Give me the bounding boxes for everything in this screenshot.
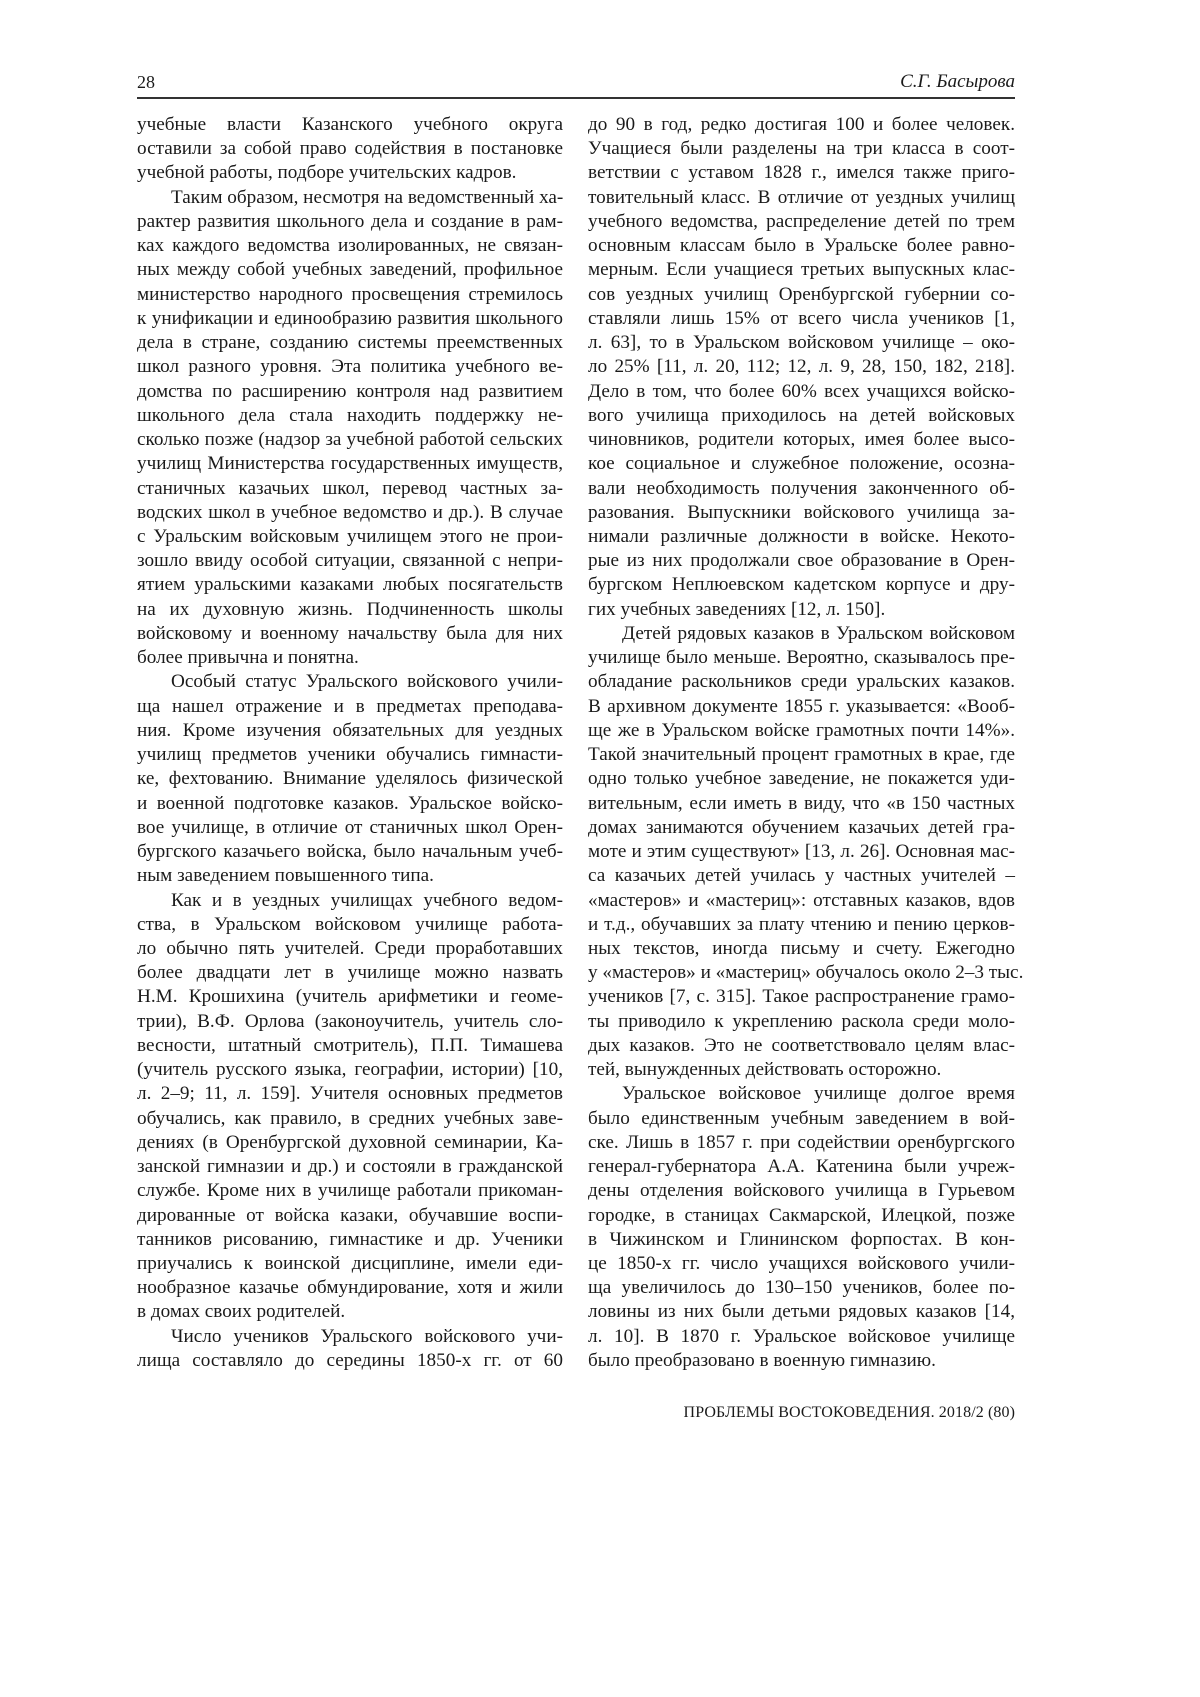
text-line: приучались к воинской дисциплине, имели еди- [137, 1253, 563, 1275]
paragraph [588, 113, 1015, 622]
text-line: л. 63], то в Уральском войсковом училище – око- [588, 332, 1015, 354]
paragraph [137, 889, 563, 1325]
text-line: школьного дела стала находить поддержку не- [137, 404, 563, 426]
text-column-right [588, 113, 1024, 1373]
text-line: и военной подготовке казаков. Уральское войско- [137, 792, 563, 814]
text-line: ловины из них были детьми рядовых казаков [14, [588, 1301, 1015, 1323]
text-line: ках каждого ведомства изолированных, не связан- [137, 235, 563, 257]
text-line: гих учебных заведениях [12, л. 150]. [588, 598, 886, 620]
paragraph [137, 1325, 563, 1373]
text-line: ще же в Уральском войске грамотных почти 14%». [588, 719, 1015, 741]
text-line: станичных казачьих школ, перевод частных за- [137, 477, 563, 499]
text-line: училищ Министерства государственных имуществ, [137, 453, 563, 475]
text-line: было преобразовано в военную гимназию. [588, 1349, 936, 1371]
text-line: основным классам было в Уральске более равно- [588, 235, 1015, 257]
running-header-author: С.Г. Басырова [900, 71, 1015, 92]
text-line: лища составляло до середины 1850-х гг. от 60 [137, 1349, 563, 1371]
text-line: вое училище, в отличие от станичных школ Орен- [137, 816, 563, 838]
text-line: ща нашел отражение и в предметах преподава- [137, 695, 563, 717]
text-line: ства, в Уральском войсковом училище работа- [137, 913, 563, 935]
text-line: Число учеников Уральского войскового учи- [171, 1325, 563, 1347]
text-line: Как и в уездных училищах учебного ведом- [171, 889, 563, 911]
text-line: ятием уральскими казаками любых посягательств [137, 574, 563, 596]
text-line: трии), В.Ф. Орлова (законоучитель, учитель сло- [137, 1010, 563, 1032]
text-line: вали необходимость получения законченного об- [588, 477, 1015, 499]
text-line: более привычна и понятна. [137, 647, 359, 669]
text-line: оставили за собой право содействия в постановке [137, 138, 563, 160]
text-line: вительным, если иметь в виду, что «в 150 частных [588, 792, 1015, 814]
text-line: училище было меньше. Вероятно, сказывалось пре- [588, 647, 1015, 669]
text-line: Дело в том, что более 60% всех учащихся войско- [588, 380, 1015, 402]
text-line: ных текстов, иногда письму и счету. Ежегодно [588, 937, 1015, 959]
text-line: дела в стране, созданию системы преемственных [137, 332, 563, 354]
text-line: ке, фехтованию. Внимание уделялось физической [137, 768, 563, 790]
text-line: к унификации и единообразию развития школьного [137, 307, 563, 329]
text-line: са казачьих детей училась у частных учителей – [588, 865, 1015, 887]
text-line: ветствии с уставом 1828 г., имелся также приго- [588, 162, 1015, 184]
text-line: «мастеров» и «мастериц»: отставных казаков, вдов [588, 889, 1015, 911]
text-line: более двадцати лет в училище можно назвать [137, 962, 563, 984]
text-line: вого училища приходилось на детей войсковых [588, 404, 1015, 426]
text-line: домах занимаются обучением казачьих детей гра- [588, 816, 1015, 838]
paragraph [137, 186, 563, 671]
text-column-left [137, 113, 563, 1373]
text-line: разования. Выпускники войскового училища за- [588, 501, 1015, 523]
text-line: Особый статус Уральского войскового учили- [171, 671, 563, 693]
text-line: мерным. Если учащиеся третьих выпускных клас- [588, 259, 1015, 281]
text-line: дены отделения войскового училища в Гурьевом [588, 1180, 1015, 1202]
text-line: учебные власти Казанского учебного округа [137, 114, 563, 135]
text-line: рактер развития школьного дела и создание в рам- [137, 210, 563, 232]
text-line: занской гимназии и др.) и состояли в гражданской [137, 1156, 563, 1178]
text-line: городке, в станицах Сакмарской, Илецкой, позже [588, 1204, 1015, 1226]
text-line: до 90 в год, редко достигая 100 и более человек. [588, 114, 1015, 135]
text-line: обладание раскольников среди уральских казаков. [588, 671, 1015, 693]
text-line: Такой значительный процент грамотных в крае, где [588, 744, 1015, 766]
paragraph [137, 670, 563, 888]
text-line: рые из них продолжали свое образование в Орен- [588, 550, 1015, 572]
text-line: у «мастеров» и «мастериц» обучалось около 2–3 тыс. [588, 962, 1024, 984]
text-line: сколько позже (надзор за учебной работой сельских [137, 429, 563, 451]
text-line: учебного ведомства, распределение детей по трем [588, 210, 1015, 232]
text-line: на их духовную жизнь. Подчиненность школы [137, 598, 563, 620]
text-line: чиновников, родители которых, имея более высо- [588, 429, 1015, 451]
paragraph [588, 622, 1024, 1082]
journal-footer: ПРОБЛЕМЫ ВОСТОКОВЕДЕНИЯ. 2018/2 (80) [683, 1404, 1015, 1421]
text-line: сов уездных училищ Оренбургской губернии со- [588, 283, 1015, 305]
text-line: службе. Кроме них в училище работали прикоман- [137, 1180, 563, 1202]
text-line: училищ предметов ученики обучались гимнасти- [137, 744, 563, 766]
text-line: ных между собой учебных заведений, профильное [137, 259, 563, 281]
text-line: дых казаков. Это не соответствовало целям влас- [588, 1034, 1015, 1056]
text-line: Учащиеся были разделены на три класса в соот- [588, 138, 1015, 160]
text-line: генерал-губернатора А.А. Катенина были учреж- [588, 1156, 1015, 1178]
text-line: с Уральским войсковым училищем этого не прои- [137, 525, 563, 547]
text-line: дированные от войска казаки, обучавшие воспи- [137, 1204, 563, 1226]
text-line: л. 10]. В 1870 г. Уральское войсковое училище [588, 1325, 1015, 1347]
text-line: и т.д., обучавших за плату чтению и пению церков- [588, 913, 1015, 935]
text-line: нообразное казачье обмундирование, хотя и жили [137, 1277, 563, 1299]
text-line: было единственным учебным заведением в вой- [588, 1107, 1015, 1129]
text-line: ным заведением повышенного типа. [137, 865, 434, 887]
text-line: моте и этим существуют» [13, л. 26]. Основная мас- [588, 841, 1015, 863]
text-line: войсковому и военному начальству была для них [137, 622, 563, 644]
text-line: ща увеличилось до 130–150 учеников, более по- [588, 1277, 1015, 1299]
text-line: (учитель русского языка, географии, истории) [10, [137, 1059, 563, 1081]
text-line: школ разного уровня. Эта политика учебного ве- [137, 356, 563, 378]
page-number: 28 [137, 72, 155, 92]
text-line: Детей рядовых казаков в Уральском войсковом [622, 622, 1015, 644]
text-line: учеников [7, с. 315]. Такое распространение грамо- [588, 986, 1015, 1008]
text-line: ло 25% [11, л. 20, 112; 12, л. 9, 28, 150, 182, 218]. [588, 356, 1015, 378]
text-line: бургском Неплюевском кадетском корпусе и дру- [588, 574, 1015, 596]
paragraph [588, 1082, 1015, 1373]
text-line: нимали различные должности в войске. Некото- [588, 525, 1015, 547]
text-line: ния. Кроме изучения обязательных для уездных [137, 719, 563, 741]
text-line: ло обычно пять учителей. Среди проработавших [137, 937, 563, 959]
text-line: обучались, как правило, в средних учебных заве- [137, 1107, 563, 1129]
text-line: бургского казачьего войска, было начальным учеб- [137, 841, 563, 863]
text-line: в домах своих родителей. [137, 1301, 346, 1323]
text-line: министерство народного просвещения стремилось [137, 283, 563, 305]
text-line: кое социальное и служебное положение, осозна- [588, 453, 1015, 475]
text-line: ты приводило к укреплению раскола среди моло- [588, 1010, 1015, 1032]
text-line: В архивном документе 1855 г. указывается: «Вооб- [588, 695, 1015, 717]
text-line: ставляли лишь 15% от всего числа учеников [1, [588, 307, 1015, 329]
text-line: танников рисованию, гимнастике и др. Ученики [137, 1228, 563, 1250]
text-line: тей, вынужденных действовать осторожно. [588, 1059, 942, 1081]
text-line: дениях (в Оренбургской духовной семинарии, Ка- [137, 1131, 563, 1153]
text-line: л. 2–9; 11, л. 159]. Учителя основных предметов [137, 1083, 563, 1105]
text-line: одно только учебное заведение, не покажется уди- [588, 768, 1015, 790]
text-line: Таким образом, несмотря на ведомственный ха- [171, 186, 564, 208]
paragraph [137, 113, 563, 186]
text-line: весности, штатный смотритель), П.П. Тимашева [137, 1034, 563, 1056]
text-line: Н.М. Крошихина (учитель арифметики и геоме- [137, 986, 563, 1008]
header-rule [137, 97, 1015, 99]
text-line: зошло ввиду особой ситуации, связанной с непри- [137, 550, 563, 572]
text-line: Уральское войсковое училище долгое время [622, 1083, 1015, 1105]
text-line: це 1850-х гг. число учащихся войскового учили- [588, 1253, 1015, 1275]
text-line: товительный класс. В отличие от уездных училищ [588, 186, 1015, 208]
text-line: учебной работы, подборе учительских кадров. [137, 162, 517, 184]
text-line: домства по расширению контроля над развитием [137, 380, 563, 402]
text-line: ске. Лишь в 1857 г. при содействии оренбургского [588, 1131, 1015, 1153]
text-line: в Чижинском и Глининском форпостах. В кон- [588, 1228, 1015, 1250]
text-line: водских школ в учебное ведомство и др.). В случае [137, 501, 563, 523]
